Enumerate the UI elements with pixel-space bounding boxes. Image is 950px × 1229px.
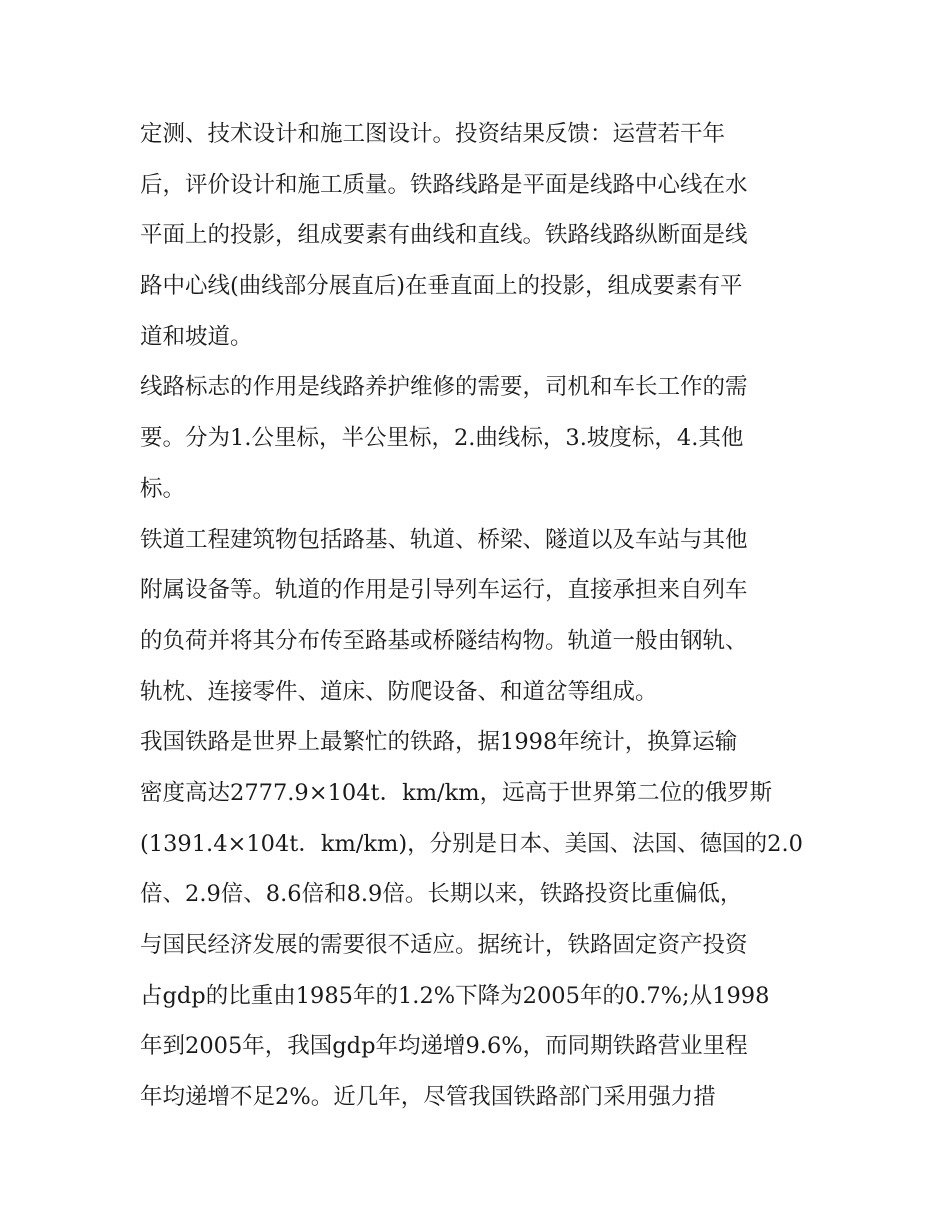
text-line: 路中心线(曲线部分展直后)在垂直面上的投影，组成要素有平: [140, 273, 743, 300]
text-line: (1391.4×104t．km/km)，分别是日本、美国、法国、德国的2.0: [140, 830, 803, 857]
text-line: 轨枕、连接零件、道床、防爬设备、和道岔等组成。: [140, 678, 658, 705]
text-line: 后，评价设计和施工质量。铁路线路是平面是线路中心线在水: [140, 171, 748, 198]
text-line: 要。分为1.公里标，半公里标，2.曲线标，3.坡度标，4.其他: [140, 425, 744, 452]
text-line: 的负荷并将其分布传至路基或桥隧结构物。轨道一般由钢轨、: [140, 627, 748, 654]
text-line: 线路标志的作用是线路养护维修的需要，司机和车长工作的需: [140, 374, 748, 401]
text-line: 附属设备等。轨道的作用是引导列车运行，直接承担来自列车: [140, 577, 748, 604]
text-line: 年均递增不足2%。近几年，尽管我国铁路部门采用强力措: [140, 1084, 716, 1111]
text-line: 密度高达2777.9×104t．km/km，远高于世界第二位的俄罗斯: [140, 779, 773, 806]
text-line: 铁道工程建筑物包括路基、轨道、桥梁、隧道以及车站与其他: [140, 526, 748, 553]
text-line: 平面上的投影，组成要素有曲线和直线。铁路线路纵断面是线: [140, 222, 748, 249]
text-line: 道和坡道。: [140, 323, 253, 350]
body-text: [140, 109, 812, 1123]
text-line: 标。: [140, 475, 186, 502]
text-line: 占gdp的比重由1985年的1.2%下降为2005年的0.7%;从1998: [140, 982, 770, 1009]
text-line: 倍、2.9倍、8.6倍和8.9倍。长期以来，铁路投资比重偏低，: [140, 881, 743, 908]
text-line: 我国铁路是世界上最繁忙的铁路，据1998年统计，换算运输: [140, 729, 738, 756]
text-line: 定测、技术设计和施工图设计。投资结果反馈：运营若干年: [140, 121, 726, 147]
text-line: 年到2005年，我国gdp年均递增9.6%，而同期铁路营业里程: [140, 1033, 748, 1060]
text-line: 与国民经济发展的需要很不适应。据统计，铁路固定资产投资: [140, 932, 748, 958]
